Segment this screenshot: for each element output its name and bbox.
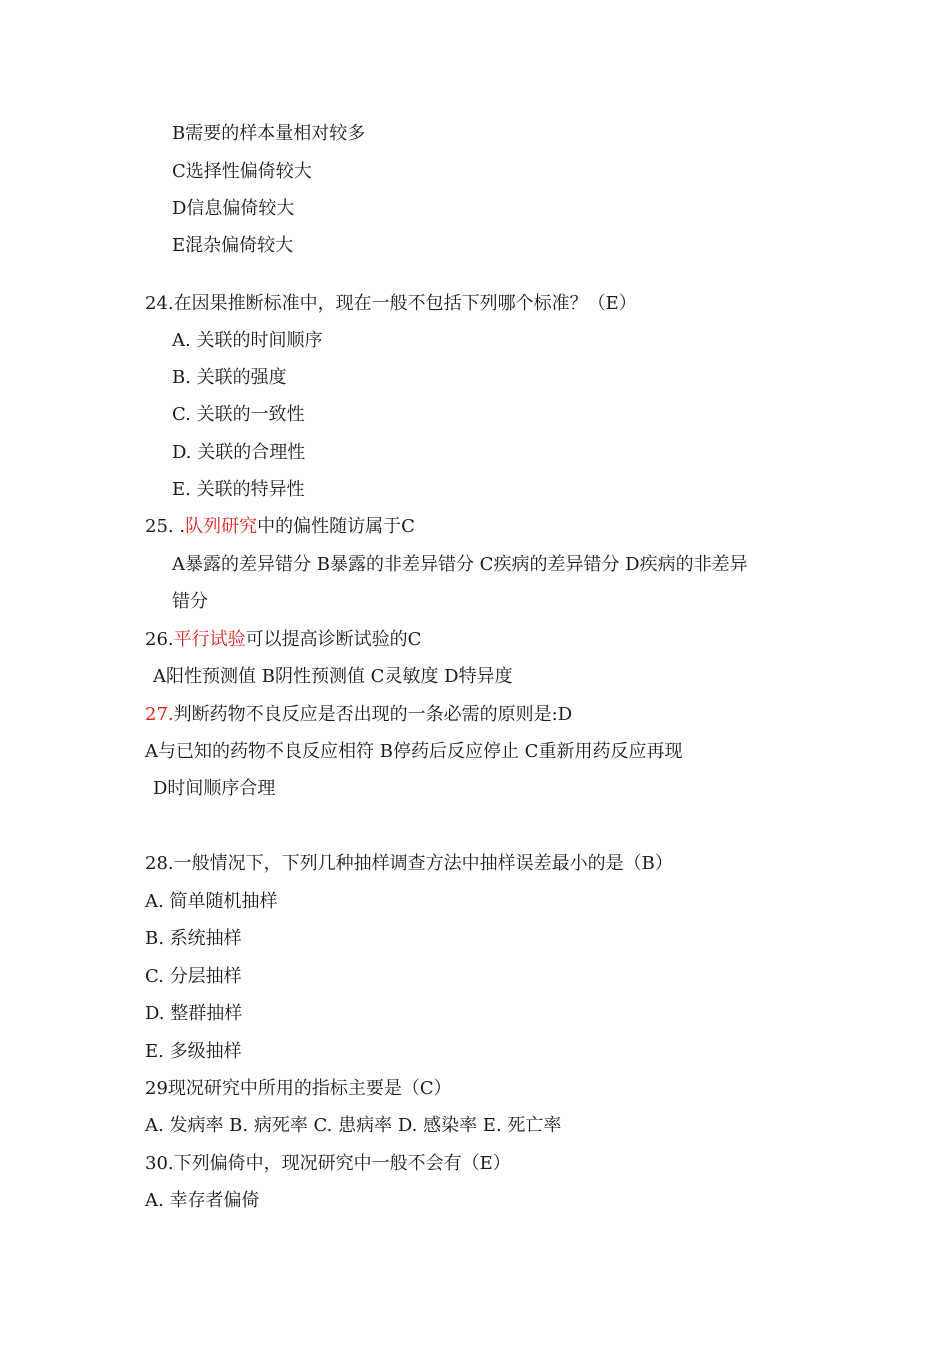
q30-stem: 30.下列偏倚中，现况研究中一般不会有（E） [145, 1153, 511, 1174]
q25-stem-text: 中的偏性随访属于C [257, 516, 415, 537]
q28-option-d: D. 整群抽样 [145, 1003, 243, 1024]
q28-option-c: C. 分层抽样 [145, 966, 242, 987]
q25-options-line1: A暴露的差异错分 B暴露的非差异错分 C疾病的差异错分 D疾病的非差异 [172, 554, 748, 575]
q23-option-b: B需要的样本量相对较多 [172, 123, 366, 144]
q24-option-a: A. 关联的时间顺序 [172, 330, 323, 351]
q26-options: A阳性预测值 B阴性预测值 C灵敏度 D特异度 [153, 666, 513, 687]
q27-options-line1: A与已知的药物不良反应相符 B停药后反应停止 C重新用药反应再现 [145, 741, 683, 762]
q23-option-e: E混杂偏倚较大 [172, 235, 294, 256]
q26-stem-text: 可以提高诊断试验的C [245, 629, 422, 650]
q27-options-line2: D时间顺序合理 [153, 778, 276, 799]
q27-number: 27. [145, 704, 174, 725]
q24-option-e: E. 关联的特异性 [172, 479, 305, 500]
q27-stem [145, 704, 572, 726]
q28-option-b: B. 系统抽样 [145, 928, 242, 949]
q30-option-a: A. 幸存者偏倚 [145, 1190, 260, 1211]
q26-highlight-term: 平行试验 [173, 629, 246, 650]
q26-stem [145, 629, 421, 651]
q25-stem [145, 516, 415, 538]
q29-stem: 29现况研究中所用的指标主要是（C） [145, 1078, 452, 1099]
q27-stem-text: 判断药物不良反应是否出现的一条必需的原则是:D [173, 704, 573, 725]
q25-options-line2: 错分 [172, 591, 208, 612]
q28-stem: 28.一般情况下，下列几种抽样调查方法中抽样误差最小的是（B） [145, 853, 673, 874]
q25-number: 25. . [145, 516, 186, 537]
q23-option-c: C选择性偏倚较大 [172, 161, 312, 182]
q28-option-a: A. 简单随机抽样 [145, 891, 278, 912]
q26-number: 26. [145, 629, 174, 650]
q24-option-d: D. 关联的合理性 [172, 442, 306, 463]
q24-stem: 24.在因果推断标准中，现在一般不包括下列哪个标准？（E） [145, 293, 637, 314]
q25-highlight-term: 队列研究 [185, 516, 258, 537]
q28-option-e: E. 多级抽样 [145, 1041, 242, 1062]
q23-option-d: D信息偏倚较大 [172, 198, 295, 219]
q24-option-b: B. 关联的强度 [172, 367, 287, 388]
q24-option-c: C. 关联的一致性 [172, 404, 305, 425]
q29-options: A. 发病率 B. 病死率 C. 患病率 D. 感染率 E. 死亡率 [145, 1115, 562, 1136]
